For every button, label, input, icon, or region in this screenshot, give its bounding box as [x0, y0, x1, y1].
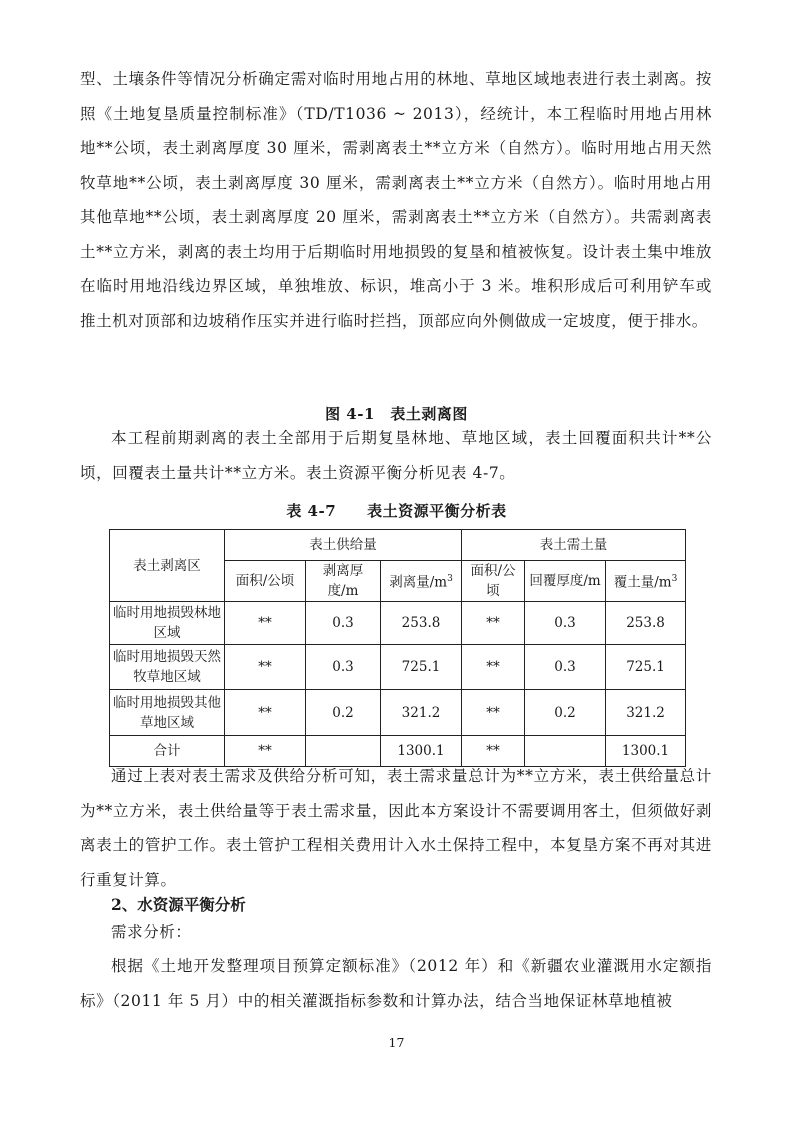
header-supply-area: 面积/公顷 [225, 561, 306, 602]
cell-region: 临时用地损毁林地区域 [110, 602, 225, 645]
cell-demand-volume: 321.2 [606, 690, 686, 736]
page-number: 17 [388, 1035, 405, 1050]
header-group-supply: 表土供给量 [225, 530, 462, 561]
header-demand-thickness: 回覆厚度/m [525, 561, 606, 602]
cell-supply-thickness: 0.3 [306, 602, 381, 645]
cell-supply-area: ** [225, 645, 306, 690]
header-supply-thickness: 剥离厚度/m [306, 561, 381, 602]
header-demand-area: 面积/公顷 [462, 561, 525, 602]
cell-supply-volume: 321.2 [381, 690, 462, 736]
cell-supply-volume: 1300.1 [381, 736, 462, 767]
cell-supply-thickness: 0.2 [306, 690, 381, 736]
cell-supply-thickness: 0.3 [306, 645, 381, 690]
section-heading: 2、水资源平衡分析 [111, 895, 246, 914]
table-header-row [110, 530, 686, 561]
cell-supply-area: ** [225, 602, 306, 645]
cell-demand-area: ** [462, 736, 525, 767]
table-row [110, 690, 686, 736]
cell-demand-thickness: 0.3 [525, 645, 606, 690]
cell-supply-area: ** [225, 736, 306, 767]
cell-region: 合计 [110, 736, 225, 767]
figure-caption: 图 4-1 表土剥离图 [325, 405, 468, 423]
table-caption: 表 4-7 表土资源平衡分析表 [286, 502, 507, 520]
header-supply-volume: 剥离量$/m^3$ [381, 561, 462, 602]
header-group-demand: 表土需土量 [462, 530, 686, 561]
cell-supply-volume: 253.8 [381, 602, 462, 645]
cell-demand-thickness: 0.3 [525, 602, 606, 645]
cell-demand-thickness: 0.2 [525, 690, 606, 736]
cell-supply-volume: 725.1 [381, 645, 462, 690]
header-region: 表土剥离区 [110, 530, 225, 602]
table-row [110, 602, 686, 645]
cell-demand-volume: 725.1 [606, 645, 686, 690]
table-row [110, 645, 686, 690]
paragraph-water-demand: 根据《土地开发整理项目预算定额标准》（2012 年）和《新疆农业灌溉用水定额指标》（2011 年 5 月）中的相关灌溉指标参数和计算办法，结合当地保证林草地植被 [80, 957, 712, 1010]
cell-region: 临时用地损毁其他草地区域 [110, 690, 225, 736]
cell-demand-area: ** [462, 645, 525, 690]
paragraph-balance-conclusion: 通过上表对表土需求及供给分析可知，表土需求量总计为**立方米，表土供给量总计为**立方米，表土供给量等于表土需求量，因此本方案设计不需要调用客土，但须做好剥离表土的管护工作。表土管护工程相关费用计入水土保持工程中，本复垦方案不再对其进行重复计算。 [80, 767, 712, 889]
paragraph-topsoil-stripping: 型、土壤条件等情况分析确定需对临时用地占用的林地、草地区域地表进行表土剥离。按照《土地复垦质量控制标准》（TD/T1036 ~ 2013），经统计，本工程临时用地占用林地**公顷，表土剥离厚度 30 厘米，需剥离表土**立方米（自然方）。临时用地占用天然牧草地**公顷，表土剥离厚度 30 厘米，需剥离表土**立方米（自然方）。临时用地占用其他草地**公顷，表土剥离厚度 20 厘米，需剥离表土**立方米（自然方）。共需剥离表土**立方米，剥离的表土均用于后期临时用地损毁的复垦和植被恢复。设计表土集中堆放在临时用地沿线边界区域，单独堆放、标识，堆高小于 3 米。堆积形成后可利用铲车或推土机对顶部和边坡稍作压实并进行临时拦挡，顶部应向外侧做成一定坡度，便于排水。 [80, 70, 712, 330]
cell-region: 临时用地损毁天然牧草地区域 [110, 645, 225, 690]
cell-demand-area: ** [462, 690, 525, 736]
cell-demand-volume: 253.8 [606, 602, 686, 645]
topsoil-balance-table [109, 529, 686, 767]
paragraph-demand-label: 需求分析： [111, 923, 192, 941]
cell-demand-area: ** [462, 602, 525, 645]
cell-demand-volume: 1300.1 [606, 736, 686, 767]
paragraph-topsoil-reuse: 本工程前期剥离的表土全部用于后期复垦林地、草地区域，表土回覆面积共计**公顷，回覆表土量共计**立方米。表土资源平衡分析见表 4-7。 [80, 429, 712, 482]
header-demand-volume: 覆土量$/m^3$ [606, 561, 686, 602]
cell-supply-area: ** [225, 690, 306, 736]
